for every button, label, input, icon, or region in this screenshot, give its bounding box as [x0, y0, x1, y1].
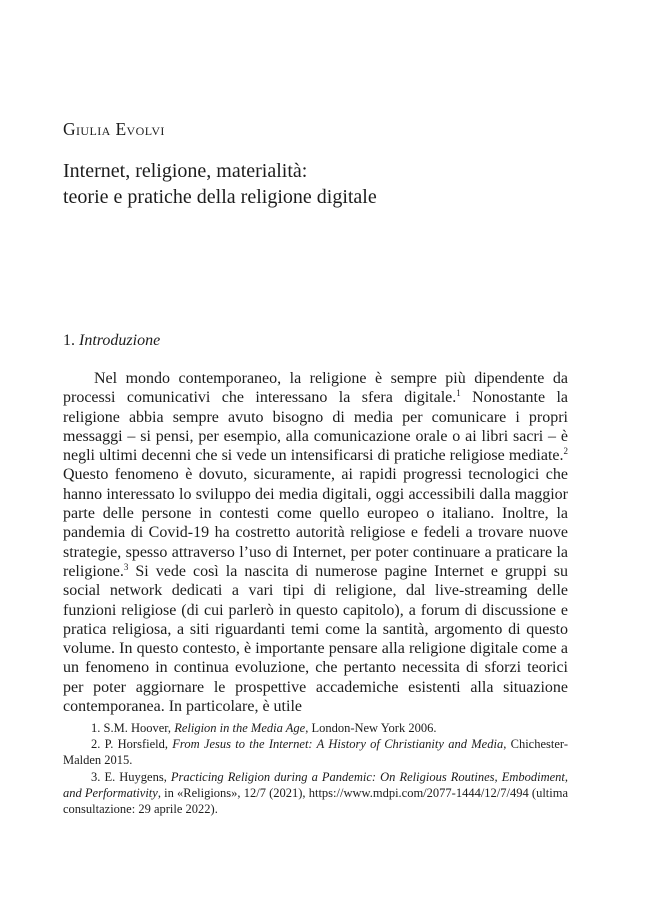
footnote-2-pre: 2. P. Horsfield,: [91, 737, 173, 752]
footnote-1-post: , London-New York 2006.: [305, 721, 437, 735]
section-number: 1.: [63, 332, 75, 349]
footnote-3: [63, 769, 568, 818]
chapter-title-line-1: Internet, religione, materialità:: [63, 160, 308, 182]
footnote-1-title: Religion in the Media Age: [174, 721, 306, 735]
chapter-author: Giulia Evolvi: [63, 119, 165, 139]
body-sentence-2: Nonostante la religione abbia sempre avuto bisogno di media per comunicare i propri messaggi – si pensi, per esempio, alla comunicazione orale o ai libri sacri – è negli ultimi decenni che si vede un intensificarsi di pratiche religiose mediate.: [63, 389, 568, 465]
body-sentence-3: Questo fenomeno è dovuto, sicuramente, ai rapidi progressi tecnologici che hanno interessato lo sviluppo dei media digitali, oggi accessibili dalla maggior parte delle persone in contesti come quello europeo o italiano. Inoltre, la pandemia di Covid-19 ha costretto autorità religiose e fedeli a trovare nuove strategie, spesso attraverso l’uso di Internet, per poter continuare a praticare la religione.: [63, 466, 568, 580]
footnote-3-pre: 3. E. Huygens,: [91, 769, 171, 784]
footnote-2-post: , Chichester-Malden 2015.: [63, 737, 568, 768]
section-heading: [63, 332, 160, 350]
section-title: Introduzione: [79, 332, 161, 349]
footnote-3-post: , in «Religions», 12/7 (2021), https://www.mdpi.com/2077-1444/12/7/494 (ultima consultazione: 29 aprile 2022).: [63, 785, 569, 817]
body-sentence-1: Nel mondo contemporaneo, la religione è sempre più dipendente da processi comunicativi che interessano la sfera digitale.: [63, 370, 568, 407]
body-sentence-4: Si vede così la nascita di numerose pagine Internet e gruppi su social network dedicati a vari tipi di religione, dal live-streaming delle funzioni religiose (di cui parlerò in questo capitolo), a forum di discussione e pratica religiosa, a siti riguardanti temi come la santità, argomento di questo volume. In questo contesto, è importante pensare alla religione digitale come a un fenomeno in continua evoluzione, che pertanto necessita di sforzi teorici per poter aggiornare le prospettive accademiche esistenti alla situazione contemporanea. In particolare, è utile: [63, 562, 568, 716]
footnote-ref-3: 3: [123, 561, 129, 572]
footnote-1: [63, 720, 568, 736]
footnotes: [63, 720, 568, 817]
footnote-ref-1: 1: [456, 388, 461, 399]
chapter-title: [63, 158, 377, 210]
footnote-2: [63, 736, 568, 768]
footnote-ref-2: 2: [563, 446, 568, 457]
footnote-3-title: Practicing Religion during a Pandemic: On Religious Routines, Embodiment, and Performativity: [63, 769, 568, 800]
footnote-2-title: From Jesus to the Internet: A History of Christianity and Media: [172, 737, 504, 752]
body-paragraph: [63, 369, 568, 716]
body-text: [63, 369, 568, 716]
chapter-title-line-2: teorie e pratiche della religione digitale: [63, 186, 377, 208]
footnote-1-pre: 1. S.M. Hoover,: [91, 721, 175, 735]
